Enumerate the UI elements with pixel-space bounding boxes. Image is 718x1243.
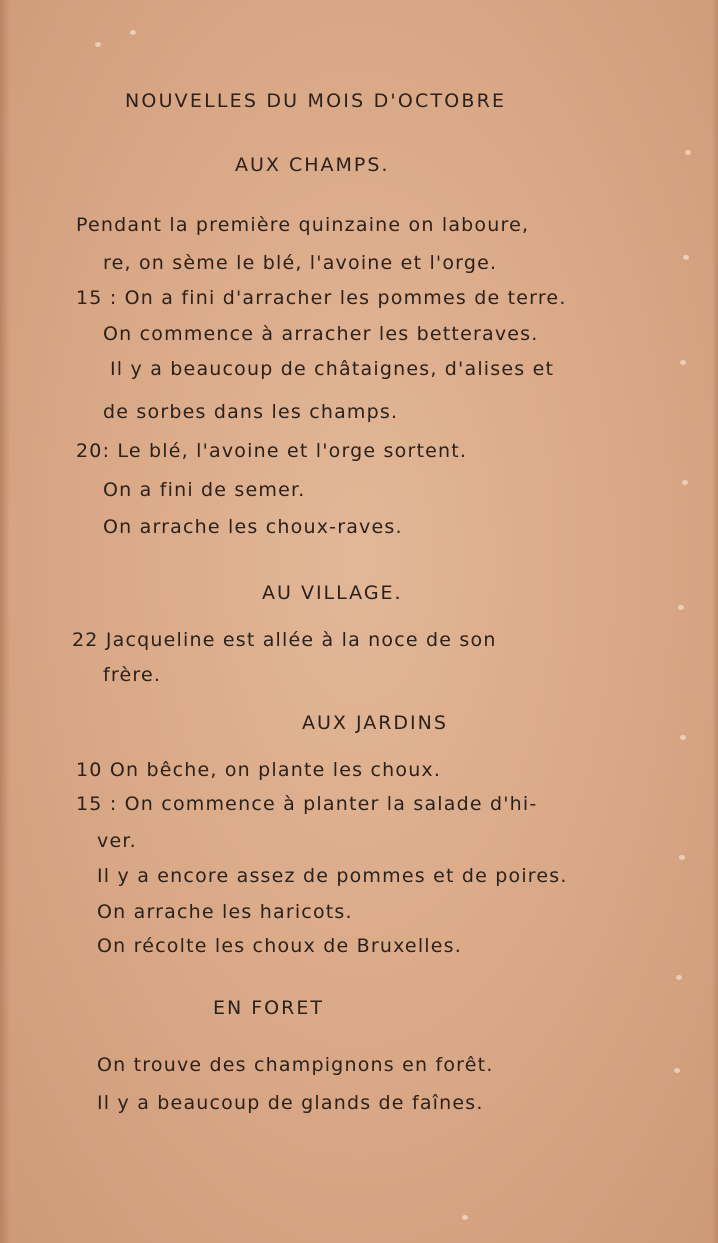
foret-line: Il y a beaucoup de glands de faînes.: [97, 1092, 484, 1114]
paper-speck: [678, 605, 684, 610]
paper-edge-right: [712, 0, 718, 1243]
jardins-line: ver.: [97, 830, 137, 852]
section-heading-champs: AUX CHAMPS.: [235, 154, 390, 176]
foret-line: On trouve des champignons en forêt.: [97, 1054, 494, 1076]
paper-speck: [95, 42, 101, 47]
jardins-line: On arrache les haricots.: [97, 901, 353, 923]
champs-line: Pendant la première quinzaine on laboure,: [76, 214, 530, 236]
champs-line: de sorbes dans les champs.: [103, 401, 399, 423]
champs-line: On arrache les choux-raves.: [103, 516, 403, 538]
jardins-line: 10 On bêche, on plante les choux.: [76, 759, 442, 781]
paper-speck: [130, 30, 136, 35]
champs-line: Il y a beaucoup de châtaignes, d'alises et: [110, 358, 555, 380]
paper-speck: [680, 735, 686, 740]
paper-edge-left: [0, 0, 10, 1243]
section-heading-village: AU VILLAGE.: [262, 582, 403, 604]
champs-line: On a fini de semer.: [103, 479, 306, 501]
paper-speck: [682, 480, 688, 485]
section-heading-jardins: AUX JARDINS: [302, 712, 448, 734]
paper-speck: [462, 1215, 468, 1220]
champs-line: re, on sème le blé, l'avoine et l'orge.: [103, 252, 498, 274]
paper-speck: [685, 150, 691, 155]
jardins-line: On récolte les choux de Bruxelles.: [97, 935, 463, 957]
paper-speck: [679, 855, 685, 860]
jardins-line: 15 : On commence à planter la salade d'hi-: [76, 793, 538, 815]
paper-speck: [680, 360, 686, 365]
section-heading-foret: EN FORET: [213, 997, 324, 1019]
paper-speck: [676, 975, 682, 980]
champs-line: On commence à arracher les betteraves.: [103, 323, 539, 345]
page-title: NOUVELLES DU MOIS D'OCTOBRE: [125, 90, 507, 112]
village-line: 22 Jacqueline est allée à la noce de son: [72, 629, 497, 651]
jardins-line: Il y a encore assez de pommes et de poires.: [97, 865, 568, 887]
champs-line: 20: Le blé, l'avoine et l'orge sortent.: [76, 440, 468, 462]
village-line: frère.: [103, 664, 162, 686]
paper-speck: [683, 255, 689, 260]
champs-line: 15 : On a fini d'arracher les pommes de terre.: [76, 287, 567, 309]
paper-speck: [674, 1068, 680, 1073]
